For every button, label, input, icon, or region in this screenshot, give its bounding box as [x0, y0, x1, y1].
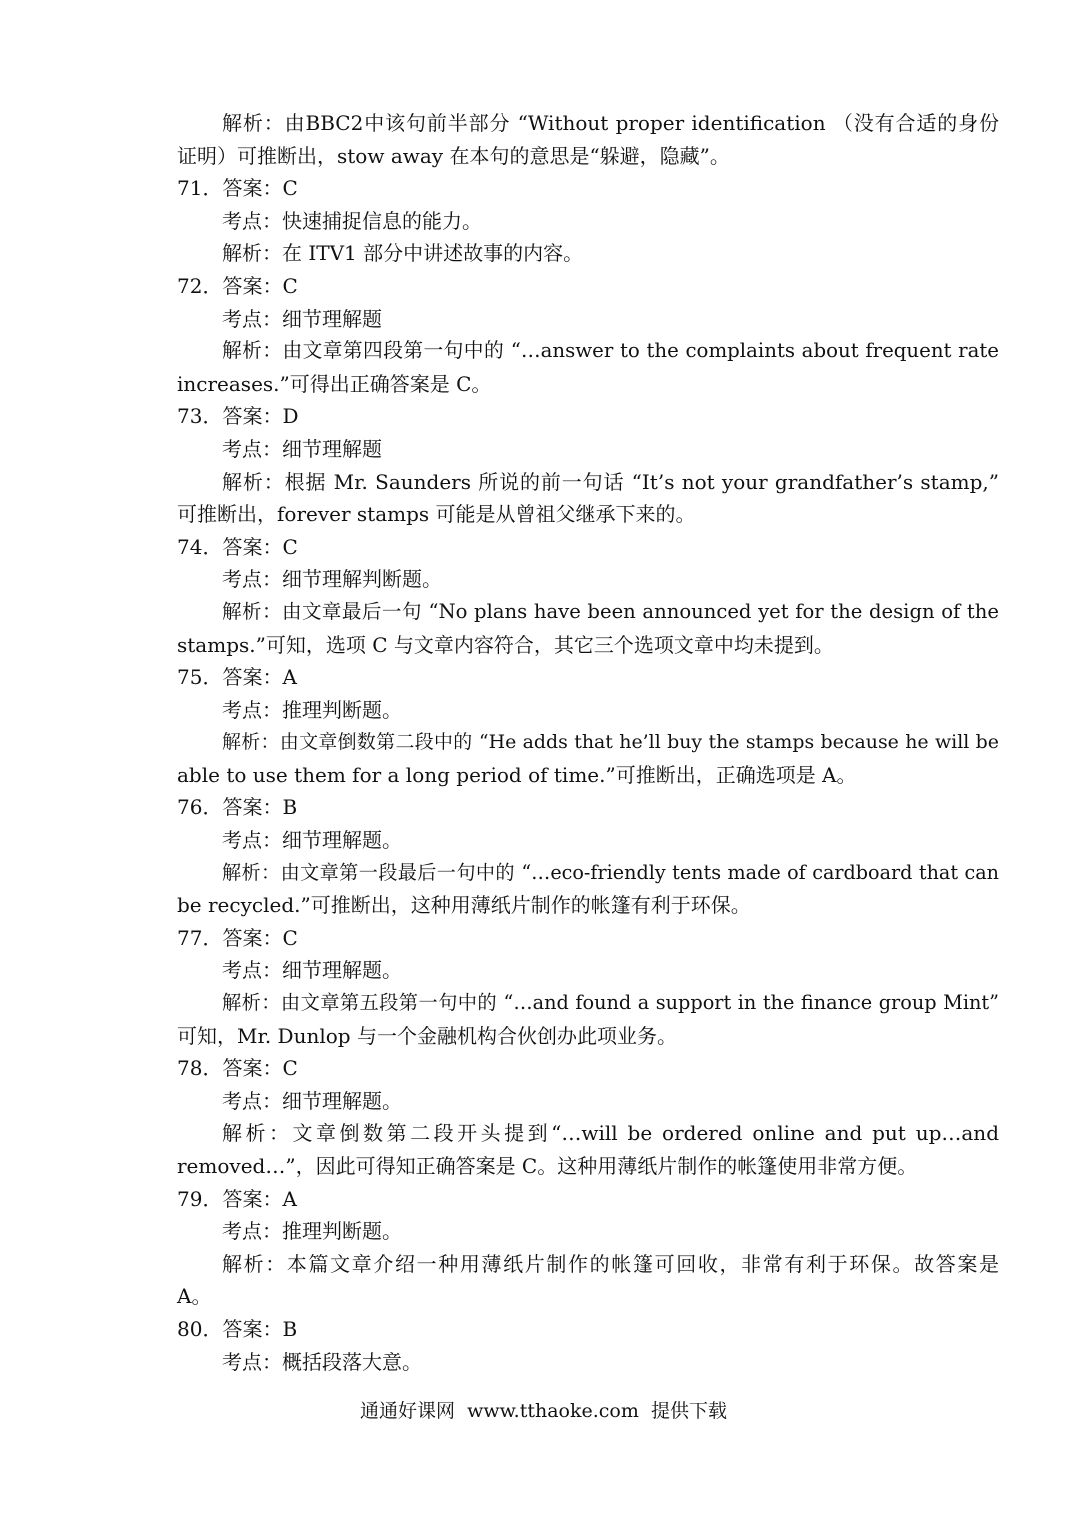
key-point-73: 考点：细节理解题: [222, 436, 382, 461]
analysis-78: 解析：文章倒数第二段开头提到“…will be ordered online and put up…and: [222, 1121, 999, 1146]
analysis-77: 解析：由文章第五段第一句中的 “…and found a support in the finance group Mint”: [222, 991, 999, 1015]
analysis-74-continued: stamps.”可知，选项 C 与文章内容符合，其它三个选项文章中均未提到。: [177, 632, 834, 657]
answer-78: 78．答案：C: [177, 1056, 298, 1081]
answer-73: 73．答案：D: [177, 404, 299, 429]
analysis-76: 解析：由文章第一段最后一句中的 “…eco-friendly tents made of cardboard that can: [222, 860, 999, 884]
analysis-72-continued: increases.”可得出正确答案是 C。: [177, 371, 492, 396]
answer-74: 74．答案：C: [177, 534, 298, 559]
page-footer: 通通好课网 www.tthaoke.com 提供下载: [360, 1400, 727, 1422]
analysis-line-continued: 证明）可推断出，stow away 在本句的意思是“躲避，隐藏”。: [177, 143, 730, 168]
analysis-79-continued: A。: [177, 1284, 212, 1309]
analysis-72: 解析：由文章第四段第一句中的 “…answer to the complaints about frequent rate: [222, 339, 999, 363]
answer-80: 80．答案：B: [177, 1316, 298, 1341]
analysis-74: 解析：由文章最后一句 “No plans have been announced yet for the design of the: [222, 599, 999, 623]
answer-77: 77．答案：C: [177, 925, 298, 950]
analysis-75: 解析：由文章倒数第二段中的 “He adds that he’ll buy the stamps because he will be: [222, 731, 999, 754]
key-point-78: 考点：细节理解题。: [222, 1088, 402, 1113]
key-point-75: 考点：推理判断题。: [222, 697, 402, 722]
answer-76: 76．答案：B: [177, 795, 298, 820]
key-point-77: 考点：细节理解题。: [222, 958, 402, 983]
analysis-73: 解析：根据 Mr. Saunders 所说的前一句话 “It’s not your grandfather’s stamp,”: [222, 469, 999, 494]
answer-71: 71．答案：C: [177, 176, 298, 201]
analysis-75-continued: able to use them for a long period of time.”可推断出，正确选项是 A。: [177, 762, 857, 787]
key-point-79: 考点：推理判断题。: [222, 1219, 402, 1244]
analysis-78-continued: removed…”，因此可得知正确答案是 C。这种用薄纸片制作的帐篷使用非常方便。: [177, 1154, 918, 1178]
analysis-79: 解析：本篇文章介绍一种用薄纸片制作的帐篷可回收，非常有利于环保。故答案是: [222, 1251, 999, 1276]
analysis-73-continued: 可推断出，forever stamps 可能是从曾祖父继承下来的。: [177, 502, 696, 527]
analysis-77-continued: 可知，Mr. Dunlop 与一个金融机构合伙创办此项业务。: [177, 1023, 677, 1048]
analysis-71: 解析：在 ITV1 部分中讲述故事的内容。: [222, 241, 584, 266]
answer-explanations: [177, 107, 999, 1378]
key-point-76: 考点：细节理解题。: [222, 828, 402, 853]
answer-79: 79．答案：A: [177, 1186, 297, 1211]
answer-75: 75．答案：A: [177, 665, 297, 690]
key-point-80: 考点：概括段落大意。: [222, 1349, 422, 1374]
key-point-72: 考点：细节理解题: [222, 306, 382, 331]
answer-72: 72．答案：C: [177, 273, 298, 298]
key-point-74: 考点：细节理解判断题。: [222, 567, 442, 592]
analysis-76-continued: be recycled.”可推断出，这种用薄纸片制作的帐篷有利于环保。: [177, 893, 751, 918]
analysis-line: 解析：由BBC2中该句前半部分 “Without proper identification （没有合适的身份: [222, 111, 999, 135]
key-point-71: 考点：快速捕捉信息的能力。: [222, 208, 482, 233]
